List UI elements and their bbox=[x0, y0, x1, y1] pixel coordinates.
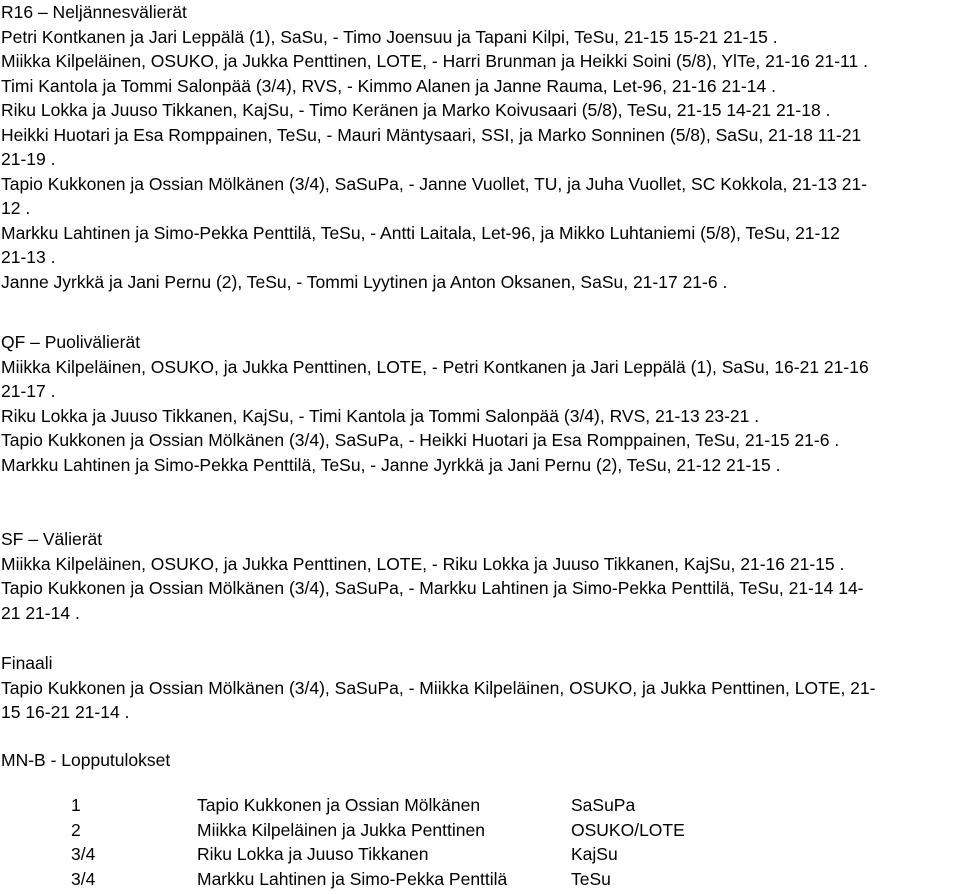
match-line: Tapio Kukkonen ja Ossian Mölkänen (3/4), SaSuPa, - Janne Vuollet, TU, ja Juha Vuollet, SC Kokkola, 21-13 21- bbox=[1, 173, 868, 194]
match-line: Miikka Kilpeläinen, OSUKO, ja Jukka Penttinen, LOTE, - Riku Lokka ja Juuso Tikkanen, KajSu, 21-16 21-15 . bbox=[1, 553, 845, 574]
club-cell: SaSuPa bbox=[571, 795, 636, 815]
section-heading: R16 – Neljännesvälierät bbox=[1, 2, 187, 22]
match-line: Markku Lahtinen ja Simo-Pekka Penttilä, TeSu, - Antti Laitala, Let-96, ja Mikko Luhtaniemi (5/8), TeSu, 21-12 bbox=[1, 222, 840, 243]
results-table bbox=[71, 793, 691, 891]
names-cell: Tapio Kukkonen ja Ossian Mölkänen bbox=[197, 795, 481, 815]
names-cell: Markku Lahtinen ja Simo-Pekka Penttilä bbox=[197, 868, 508, 889]
match-line: Riku Lokka ja Juuso Tikkanen, KajSu, - Timi Kantola ja Tommi Salonpää (3/4), RVS, 21-13 23-21 . bbox=[1, 405, 760, 426]
match-line: Miikka Kilpeläinen, OSUKO, ja Jukka Penttinen, LOTE, - Harri Brunman ja Heikki Soini (5/8), YlTe, 21-16 21-11 . bbox=[1, 51, 868, 71]
match-line: 21 21-14 . bbox=[1, 602, 80, 623]
place-cell: 1 bbox=[71, 795, 81, 815]
match-line: 21-13 . bbox=[1, 247, 56, 267]
club-cell: KajSu bbox=[571, 844, 618, 864]
place-cell: 3/4 bbox=[71, 868, 96, 889]
place-cell: 3/4 bbox=[71, 844, 96, 864]
section-qf bbox=[1, 330, 959, 477]
match-line: 12 . bbox=[1, 198, 31, 218]
match-line: Timi Kantola ja Tommi Salonpää (3/4), RVS, - Kimmo Alanen ja Janne Rauma, Let-96, 21-16 21-14 . bbox=[1, 75, 776, 96]
table-row bbox=[71, 818, 691, 843]
match-line: 15 16-21 21-14 . bbox=[1, 702, 130, 722]
section-heading: MN-B - Lopputulokset bbox=[1, 750, 171, 770]
section-results bbox=[1, 748, 959, 773]
table-row bbox=[71, 867, 691, 892]
match-line: Riku Lokka ja Juuso Tikkanen, KajSu, - Timo Keränen ja Marko Koivusaari (5/8), TeSu, 21-15 14-21 21-18 . bbox=[1, 100, 831, 120]
match-line: Markku Lahtinen ja Simo-Pekka Penttilä, TeSu, - Janne Jyrkkä ja Jani Pernu (2), TeSu, 21-12 21-15 . bbox=[1, 454, 781, 475]
names-cell: Miikka Kilpeläinen ja Jukka Penttinen bbox=[197, 819, 485, 840]
match-line: Tapio Kukkonen ja Ossian Mölkänen (3/4), SaSuPa, - Miikka Kilpeläinen, OSUKO, ja Jukka Penttinen, LOTE, 21- bbox=[1, 677, 876, 698]
table-row bbox=[71, 842, 691, 867]
match-line: Tapio Kukkonen ja Ossian Mölkänen (3/4), SaSuPa, - Heikki Huotari ja Esa Romppainen, TeSu, 21-15 21-6 . bbox=[1, 430, 840, 450]
match-line: 21-19 . bbox=[1, 149, 56, 169]
section-final bbox=[1, 651, 959, 725]
match-line: Petri Kontkanen ja Jari Leppälä (1), SaSu, - Timo Joensuu ja Tapani Kilpi, TeSu, 21-15 15-21 21-15 . bbox=[1, 26, 778, 47]
section-heading: SF – Välierät bbox=[1, 529, 103, 549]
names-cell: Riku Lokka ja Juuso Tikkanen bbox=[197, 844, 429, 864]
section-sf bbox=[1, 527, 959, 625]
match-line: Janne Jyrkkä ja Jani Pernu (2), TeSu, - Tommi Lyytinen ja Anton Oksanen, SaSu, 21-17 21-6 . bbox=[1, 271, 728, 292]
section-r16 bbox=[1, 0, 959, 294]
match-line: Tapio Kukkonen ja Ossian Mölkänen (3/4), SaSuPa, - Markku Lahtinen ja Simo-Pekka Penttilä, TeSu, 21-14 14- bbox=[1, 578, 864, 598]
section-heading: QF – Puolivälierät bbox=[1, 332, 141, 352]
section-heading: Finaali bbox=[1, 653, 53, 673]
place-cell: 2 bbox=[71, 819, 81, 840]
table-row bbox=[71, 793, 691, 818]
match-line: Heikki Huotari ja Esa Romppainen, TeSu, - Mauri Mäntysaari, SSI, ja Marko Sonninen (5/8), SaSu, 21-18 11-21 bbox=[1, 124, 862, 145]
club-cell: TeSu bbox=[571, 868, 611, 889]
match-line: 21-17 . bbox=[1, 381, 56, 401]
club-cell: OSUKO/LOTE bbox=[571, 819, 685, 840]
match-line: Miikka Kilpeläinen, OSUKO, ja Jukka Penttinen, LOTE, - Petri Kontkanen ja Jari Leppälä (1), SaSu, 16-21 21-16 bbox=[1, 356, 869, 377]
